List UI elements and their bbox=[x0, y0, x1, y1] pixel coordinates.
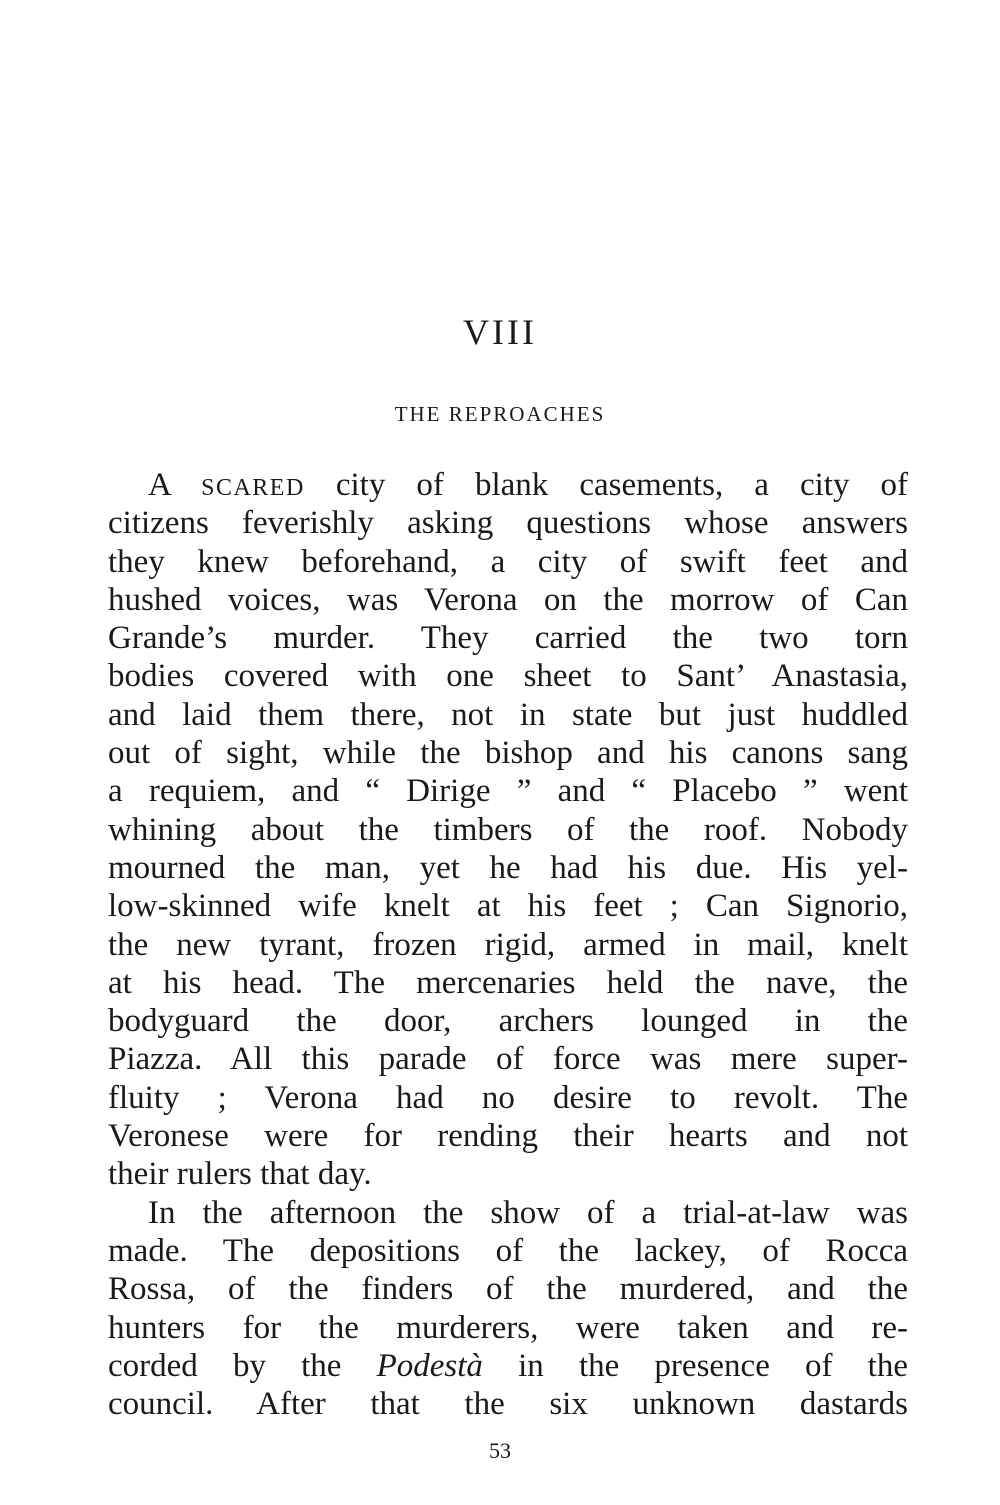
text-line: made. The depositions of the lackey, of Rocca bbox=[108, 1232, 908, 1269]
text-span: in the presence of the bbox=[518, 1347, 908, 1384]
body-text bbox=[108, 466, 908, 1423]
line-rest: city of blank casements, a city of bbox=[335, 467, 909, 503]
text-span: corded by the bbox=[108, 1347, 342, 1384]
text-line: Piazza. All this parade of force was mere super- bbox=[108, 1041, 908, 1078]
text-line: they knew beforehand, a city of swift feet and bbox=[108, 543, 908, 580]
text-line-with-italic bbox=[108, 1347, 908, 1385]
paragraph-1-line-1 bbox=[108, 466, 908, 504]
text-line: their rulers that day. bbox=[108, 1156, 372, 1193]
text-line: Rossa, of the finders of the murdered, and the bbox=[108, 1271, 908, 1308]
text-line: the new tyrant, frozen rigid, armed in mail, knelt bbox=[108, 926, 908, 963]
text-line: council. After that the six unknown dastards bbox=[108, 1386, 908, 1423]
text-line: fluity ; Verona had no desire to revolt. The bbox=[108, 1079, 908, 1116]
text-line: out of sight, while the bishop and his canons sang bbox=[108, 735, 908, 772]
text-line: and laid them there, not in state but just huddled bbox=[108, 696, 908, 733]
text-line: hushed voices, was Verona on the morrow of Can bbox=[108, 581, 908, 618]
text-line: bodyguard the door, archers lounged in the bbox=[108, 1003, 908, 1040]
text-line: Grande’s murder. They carried the two torn bbox=[108, 620, 908, 657]
page-number: 53 bbox=[489, 1438, 511, 1463]
lead-smallcaps: SCARED bbox=[201, 475, 305, 501]
text-line: low-skinned wife knelt at his feet ; Can Signorio, bbox=[108, 888, 908, 925]
text-line: bodies covered with one sheet to Sant’ Anastasia, bbox=[108, 658, 908, 695]
text-line: citizens feverishly asking questions whose answers bbox=[108, 505, 908, 542]
text-line: hunters for the murderers, were taken and re- bbox=[108, 1309, 908, 1346]
chapter-number: VIII bbox=[463, 312, 537, 352]
text-line: mourned the man, yet he had his due. His yel- bbox=[108, 849, 908, 886]
lead-initial: A bbox=[148, 467, 171, 503]
paragraph-2-line-1: In the afternoon the show of a trial-at-law was bbox=[148, 1194, 908, 1231]
italic-term: Podestà bbox=[376, 1347, 483, 1384]
text-line: at his head. The mercenaries held the nave, the bbox=[108, 964, 908, 1001]
text-line: Veronese were for rending their hearts and not bbox=[108, 1118, 908, 1155]
text-line: whining about the timbers of the roof. Nobody bbox=[108, 811, 908, 848]
text-line: a requiem, and “ Dirige ” and “ Placebo ” went bbox=[108, 773, 908, 810]
chapter-title: THE REPROACHES bbox=[394, 402, 606, 426]
